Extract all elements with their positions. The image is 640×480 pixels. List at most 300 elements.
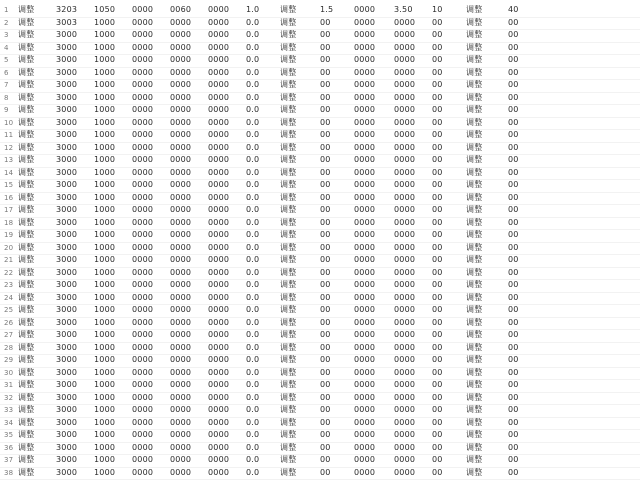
- table-cell: 1000: [94, 367, 116, 377]
- table-row: [0, 54, 640, 68]
- table-row: [0, 442, 640, 456]
- table-cell: 0000: [170, 230, 192, 239]
- table-cell: 0000: [170, 392, 192, 402]
- table-cell: 0000: [354, 455, 376, 464]
- table-cell: 0000: [354, 430, 376, 439]
- table-cell: 0000: [170, 217, 192, 227]
- row-number: 14: [4, 168, 14, 177]
- table-cell: 0000: [394, 130, 416, 139]
- table-cell: 0000: [208, 67, 230, 77]
- table-cell: 调整: [280, 417, 297, 427]
- table-cell: 1000: [94, 317, 116, 327]
- table-cell: 0000: [394, 317, 416, 327]
- table-cell: 0000: [394, 467, 416, 477]
- row-number: 34: [4, 418, 14, 427]
- table-cell: 0000: [354, 192, 376, 202]
- table-cell: 3000: [56, 430, 78, 439]
- table-cell: 00: [508, 205, 519, 214]
- table-cell: 00: [432, 92, 443, 102]
- table-cell: 调整: [280, 305, 297, 314]
- table-cell: 00: [432, 305, 443, 314]
- table-cell: 0000: [394, 192, 416, 202]
- table-cell: 1000: [94, 80, 116, 89]
- row-number: 29: [4, 356, 14, 364]
- table-cell: 00: [320, 205, 331, 214]
- table-cell: 0000: [170, 342, 192, 352]
- table-cell: 调整: [466, 317, 483, 327]
- table-cell: 调整: [466, 17, 483, 27]
- table-cell: 1000: [94, 92, 116, 102]
- table-cell: 调整: [18, 217, 35, 227]
- table-cell: 00: [432, 392, 443, 402]
- table-cell: 00: [508, 392, 519, 402]
- table-cell: 1000: [94, 180, 116, 189]
- table-cell: 00: [432, 380, 443, 389]
- table-cell: 00: [320, 367, 331, 377]
- row-number: 4: [4, 43, 9, 52]
- table-cell: 0000: [132, 430, 154, 439]
- table-cell: 调整: [18, 467, 35, 477]
- table-cell: 调整: [466, 342, 483, 352]
- table-cell: 1000: [94, 67, 116, 77]
- table-cell: 1000: [94, 330, 116, 339]
- table-cell: 00: [508, 192, 519, 202]
- table-cell: 0000: [354, 230, 376, 239]
- table-cell: 0.0: [246, 80, 260, 89]
- table-cell: 0000: [170, 42, 192, 52]
- row-number: 32: [4, 393, 14, 402]
- table-cell: 0000: [170, 105, 192, 114]
- table-cell: 00: [508, 405, 519, 414]
- table-cell: 00: [320, 30, 331, 39]
- table-cell: 0000: [132, 417, 154, 427]
- table-cell: 0000: [208, 230, 230, 239]
- table-row: [0, 117, 640, 131]
- table-cell: 0.0: [246, 417, 260, 427]
- table-cell: 1000: [94, 405, 116, 414]
- table-cell: 0000: [132, 155, 154, 164]
- table-cell: 00: [508, 305, 519, 314]
- table-cell: 00: [508, 467, 519, 477]
- table-cell: 0000: [208, 280, 230, 289]
- table-cell: 调整: [18, 155, 35, 164]
- table-cell: 00: [508, 142, 519, 152]
- table-cell: 0000: [354, 342, 376, 352]
- table-cell: 00: [320, 92, 331, 102]
- table-cell: 00: [320, 305, 331, 314]
- table-row: [0, 217, 640, 231]
- table-cell: 0000: [170, 255, 192, 264]
- table-row: [0, 79, 640, 93]
- table-cell: 00: [320, 342, 331, 352]
- table-cell: 0000: [394, 255, 416, 264]
- table-cell: 3000: [56, 205, 78, 214]
- table-cell: 1000: [94, 417, 116, 427]
- row-number: 30: [4, 368, 14, 377]
- table-cell: 3000: [56, 142, 78, 152]
- table-cell: 0.0: [246, 317, 260, 327]
- table-cell: 0000: [354, 205, 376, 214]
- table-cell: 3000: [56, 55, 78, 64]
- table-row: [0, 454, 640, 468]
- table-cell: 0000: [208, 455, 230, 464]
- table-cell: 0.0: [246, 205, 260, 214]
- table-cell: 0000: [170, 367, 192, 377]
- table-cell: 调整: [466, 142, 483, 152]
- row-number: 21: [4, 256, 14, 264]
- table-cell: 0000: [132, 205, 154, 214]
- table-cell: 0000: [394, 30, 416, 39]
- table-cell: 0000: [132, 292, 154, 302]
- table-cell: 调整: [466, 230, 483, 239]
- table-cell: 0000: [170, 267, 192, 277]
- table-cell: 00: [508, 230, 519, 239]
- table-cell: 3000: [56, 42, 78, 52]
- table-cell: 0000: [354, 330, 376, 339]
- table-cell: 调整: [18, 442, 35, 452]
- table-cell: 调整: [466, 205, 483, 214]
- table-cell: 0000: [208, 192, 230, 202]
- table-cell: 0000: [208, 317, 230, 327]
- table-cell: 0000: [208, 442, 230, 452]
- table-cell: 0.0: [246, 17, 260, 27]
- table-cell: 0.0: [246, 342, 260, 352]
- table-cell: 0000: [354, 442, 376, 452]
- table-cell: 0000: [354, 155, 376, 164]
- table-cell: 0000: [208, 417, 230, 427]
- table-cell: 00: [432, 405, 443, 414]
- table-cell: 调整: [466, 130, 483, 139]
- table-cell: 0000: [208, 105, 230, 114]
- table-row: [0, 254, 640, 268]
- table-cell: 1000: [94, 205, 116, 214]
- table-cell: 调整: [466, 155, 483, 164]
- table-cell: 调整: [18, 330, 35, 339]
- table-cell: 0.0: [246, 355, 260, 364]
- table-cell: 00: [320, 255, 331, 264]
- table-cell: 0000: [208, 405, 230, 414]
- table-cell: 调整: [18, 230, 35, 239]
- table-cell: 00: [508, 167, 519, 177]
- table-cell: 调整: [18, 130, 35, 139]
- table-cell: 0.0: [246, 405, 260, 414]
- table-cell: 1000: [94, 292, 116, 302]
- table-cell: 调整: [466, 30, 483, 39]
- table-cell: 调整: [280, 230, 297, 239]
- table-cell: 调整: [280, 267, 297, 277]
- row-number: 3: [4, 31, 9, 39]
- table-cell: 0000: [208, 142, 230, 152]
- table-cell: 调整: [280, 117, 297, 127]
- table-cell: 0000: [132, 67, 154, 77]
- table-cell: 0000: [208, 30, 230, 39]
- table-cell: 调整: [280, 217, 297, 227]
- table-cell: 0000: [170, 30, 192, 39]
- table-cell: 调整: [466, 5, 483, 14]
- table-cell: 调整: [280, 67, 297, 77]
- table-cell: 1000: [94, 130, 116, 139]
- table-cell: 0000: [394, 80, 416, 89]
- row-number: 15: [4, 181, 14, 189]
- table-cell: 00: [432, 255, 443, 264]
- table-cell: 00: [508, 280, 519, 289]
- table-cell: 调整: [466, 55, 483, 64]
- table-cell: 0000: [208, 155, 230, 164]
- table-cell: 0000: [132, 330, 154, 339]
- table-cell: 0000: [354, 67, 376, 77]
- table-cell: 调整: [466, 330, 483, 339]
- table-cell: 1000: [94, 255, 116, 264]
- table-cell: 调整: [280, 55, 297, 64]
- table-cell: 调整: [280, 167, 297, 177]
- table-cell: 0000: [170, 80, 192, 89]
- table-cell: 0.0: [246, 117, 260, 127]
- table-cell: 0000: [170, 455, 192, 464]
- table-row: [0, 429, 640, 443]
- table-cell: 00: [320, 230, 331, 239]
- table-cell: 0000: [354, 80, 376, 89]
- table-cell: 3203: [56, 5, 78, 14]
- table-cell: 1000: [94, 155, 116, 164]
- table-cell: 调整: [466, 467, 483, 477]
- table-cell: 3000: [56, 467, 78, 477]
- row-number: 25: [4, 306, 14, 314]
- table-cell: 0000: [394, 305, 416, 314]
- table-cell: 00: [320, 392, 331, 402]
- row-number: 8: [4, 93, 9, 102]
- table-cell: 调整: [18, 280, 35, 289]
- table-cell: 00: [320, 17, 331, 27]
- table-cell: 0000: [208, 5, 230, 14]
- table-cell: 0.0: [246, 167, 260, 177]
- table-cell: 00: [432, 55, 443, 64]
- table-cell: 0000: [132, 455, 154, 464]
- table-cell: 调整: [280, 405, 297, 414]
- table-cell: 00: [508, 430, 519, 439]
- table-cell: 00: [320, 130, 331, 139]
- table-cell: 0.0: [246, 155, 260, 164]
- table-cell: 1000: [94, 380, 116, 389]
- table-cell: 0000: [208, 355, 230, 364]
- table-cell: 调整: [466, 92, 483, 102]
- table-cell: 调整: [18, 305, 35, 314]
- table-cell: 3000: [56, 280, 78, 289]
- table-cell: 0000: [132, 230, 154, 239]
- table-cell: 0000: [208, 180, 230, 189]
- table-cell: 00: [508, 105, 519, 114]
- table-cell: 调整: [18, 142, 35, 152]
- table-cell: 0000: [170, 405, 192, 414]
- table-cell: 0000: [208, 42, 230, 52]
- row-number: 35: [4, 431, 14, 439]
- table-cell: 3000: [56, 105, 78, 114]
- table-cell: 调整: [466, 405, 483, 414]
- table-cell: 3000: [56, 80, 78, 89]
- table-cell: 3000: [56, 442, 78, 452]
- table-cell: 0000: [394, 342, 416, 352]
- table-cell: 3000: [56, 405, 78, 414]
- row-number: 38: [4, 468, 14, 477]
- table-cell: 0000: [170, 155, 192, 164]
- table-cell: 00: [320, 267, 331, 277]
- table-cell: 调整: [280, 367, 297, 377]
- table-cell: 3000: [56, 192, 78, 202]
- table-cell: 3000: [56, 267, 78, 277]
- table-cell: 0.0: [246, 92, 260, 102]
- table-row: [0, 317, 640, 331]
- table-cell: 0000: [132, 342, 154, 352]
- table-cell: 调整: [280, 442, 297, 452]
- table-cell: 调整: [466, 180, 483, 189]
- table-cell: 0000: [394, 355, 416, 364]
- table-cell: 0000: [354, 42, 376, 52]
- table-cell: 调整: [466, 442, 483, 452]
- table-cell: 调整: [18, 417, 35, 427]
- table-cell: 00: [508, 317, 519, 327]
- table-cell: 00: [320, 55, 331, 64]
- table-cell: 0000: [394, 230, 416, 239]
- row-number: 5: [4, 56, 9, 64]
- row-number: 13: [4, 156, 14, 164]
- table-cell: 0000: [394, 217, 416, 227]
- table-cell: 调整: [18, 430, 35, 439]
- table-row: [0, 467, 640, 480]
- table-cell: 00: [320, 317, 331, 327]
- table-cell: 0000: [132, 192, 154, 202]
- table-cell: 1000: [94, 267, 116, 277]
- table-cell: 1000: [94, 392, 116, 402]
- table-cell: 0000: [354, 255, 376, 264]
- table-cell: 00: [432, 417, 443, 427]
- table-cell: 0000: [208, 292, 230, 302]
- table-cell: 0000: [354, 305, 376, 314]
- table-cell: 00: [432, 355, 443, 364]
- row-number: 27: [4, 331, 14, 339]
- table-cell: 00: [432, 467, 443, 477]
- row-number: 33: [4, 406, 14, 414]
- table-cell: 0000: [208, 117, 230, 127]
- row-number: 11: [4, 131, 14, 139]
- table-cell: 0000: [132, 442, 154, 452]
- table-cell: 0000: [132, 105, 154, 114]
- table-row: [0, 154, 640, 168]
- table-row: [0, 342, 640, 356]
- table-cell: 0000: [208, 467, 230, 477]
- table-cell: 00: [432, 180, 443, 189]
- table-cell: 0000: [208, 267, 230, 277]
- table-cell: 0.0: [246, 55, 260, 64]
- table-cell: 0.0: [246, 455, 260, 464]
- table-cell: 00: [508, 17, 519, 27]
- table-cell: 3000: [56, 117, 78, 127]
- table-cell: 0000: [394, 117, 416, 127]
- table-cell: 0000: [170, 117, 192, 127]
- table-cell: 调整: [280, 42, 297, 52]
- table-cell: 0.0: [246, 280, 260, 289]
- table-cell: 调整: [466, 367, 483, 377]
- table-cell: 调整: [280, 430, 297, 439]
- table-cell: 3000: [56, 92, 78, 102]
- table-cell: 1000: [94, 142, 116, 152]
- table-cell: 00: [320, 180, 331, 189]
- table-cell: 调整: [18, 392, 35, 402]
- table-cell: 0000: [208, 342, 230, 352]
- table-row: [0, 204, 640, 218]
- table-cell: 0000: [354, 317, 376, 327]
- table-cell: 0000: [132, 5, 154, 14]
- table-cell: 1000: [94, 230, 116, 239]
- table-cell: 00: [508, 55, 519, 64]
- table-cell: 00: [320, 80, 331, 89]
- table-cell: 3000: [56, 255, 78, 264]
- table-cell: 调整: [466, 167, 483, 177]
- table-cell: 0.0: [246, 30, 260, 39]
- table-cell: 调整: [280, 155, 297, 164]
- table-cell: 0.0: [246, 330, 260, 339]
- table-cell: 0.0: [246, 42, 260, 52]
- table-cell: 0.0: [246, 292, 260, 302]
- table-cell: 0000: [170, 467, 192, 477]
- table-cell: 3000: [56, 30, 78, 39]
- table-cell: 1000: [94, 242, 116, 252]
- table-cell: 00: [320, 67, 331, 77]
- table-cell: 0000: [132, 317, 154, 327]
- table-cell: 00: [432, 367, 443, 377]
- table-cell: 0.0: [246, 367, 260, 377]
- table-cell: 00: [320, 405, 331, 414]
- table-cell: 0000: [208, 167, 230, 177]
- table-cell: 1000: [94, 430, 116, 439]
- table-cell: 调整: [466, 280, 483, 289]
- table-cell: 调整: [280, 292, 297, 302]
- table-row: [0, 42, 640, 56]
- table-cell: 3000: [56, 292, 78, 302]
- table-cell: 00: [320, 217, 331, 227]
- table-row: [0, 17, 640, 31]
- table-cell: 调整: [280, 455, 297, 464]
- table-cell: 10: [432, 5, 443, 14]
- row-number: 6: [4, 68, 9, 77]
- table-cell: 0000: [132, 405, 154, 414]
- table-cell: 40: [508, 5, 519, 14]
- table-cell: 00: [432, 17, 443, 27]
- row-number: 16: [4, 193, 14, 202]
- table-cell: 0000: [354, 167, 376, 177]
- table-cell: 0000: [170, 142, 192, 152]
- row-number: 12: [4, 143, 14, 152]
- table-cell: 00: [320, 467, 331, 477]
- table-row: [0, 379, 640, 393]
- table-cell: 0000: [208, 80, 230, 89]
- table-cell: 调整: [18, 317, 35, 327]
- row-number: 17: [4, 206, 14, 214]
- table-cell: 00: [432, 30, 443, 39]
- table-cell: 0000: [394, 330, 416, 339]
- table-cell: 00: [320, 430, 331, 439]
- table-cell: 0000: [132, 392, 154, 402]
- table-cell: 调整: [18, 17, 35, 27]
- table-cell: 00: [320, 167, 331, 177]
- table-cell: 00: [432, 192, 443, 202]
- table-cell: 0000: [170, 92, 192, 102]
- table-cell: 00: [508, 292, 519, 302]
- table-cell: 0000: [394, 167, 416, 177]
- table-cell: 00: [508, 180, 519, 189]
- row-number: 7: [4, 81, 9, 89]
- table-cell: 0000: [132, 180, 154, 189]
- table-cell: 0000: [132, 80, 154, 89]
- table-row: [0, 292, 640, 306]
